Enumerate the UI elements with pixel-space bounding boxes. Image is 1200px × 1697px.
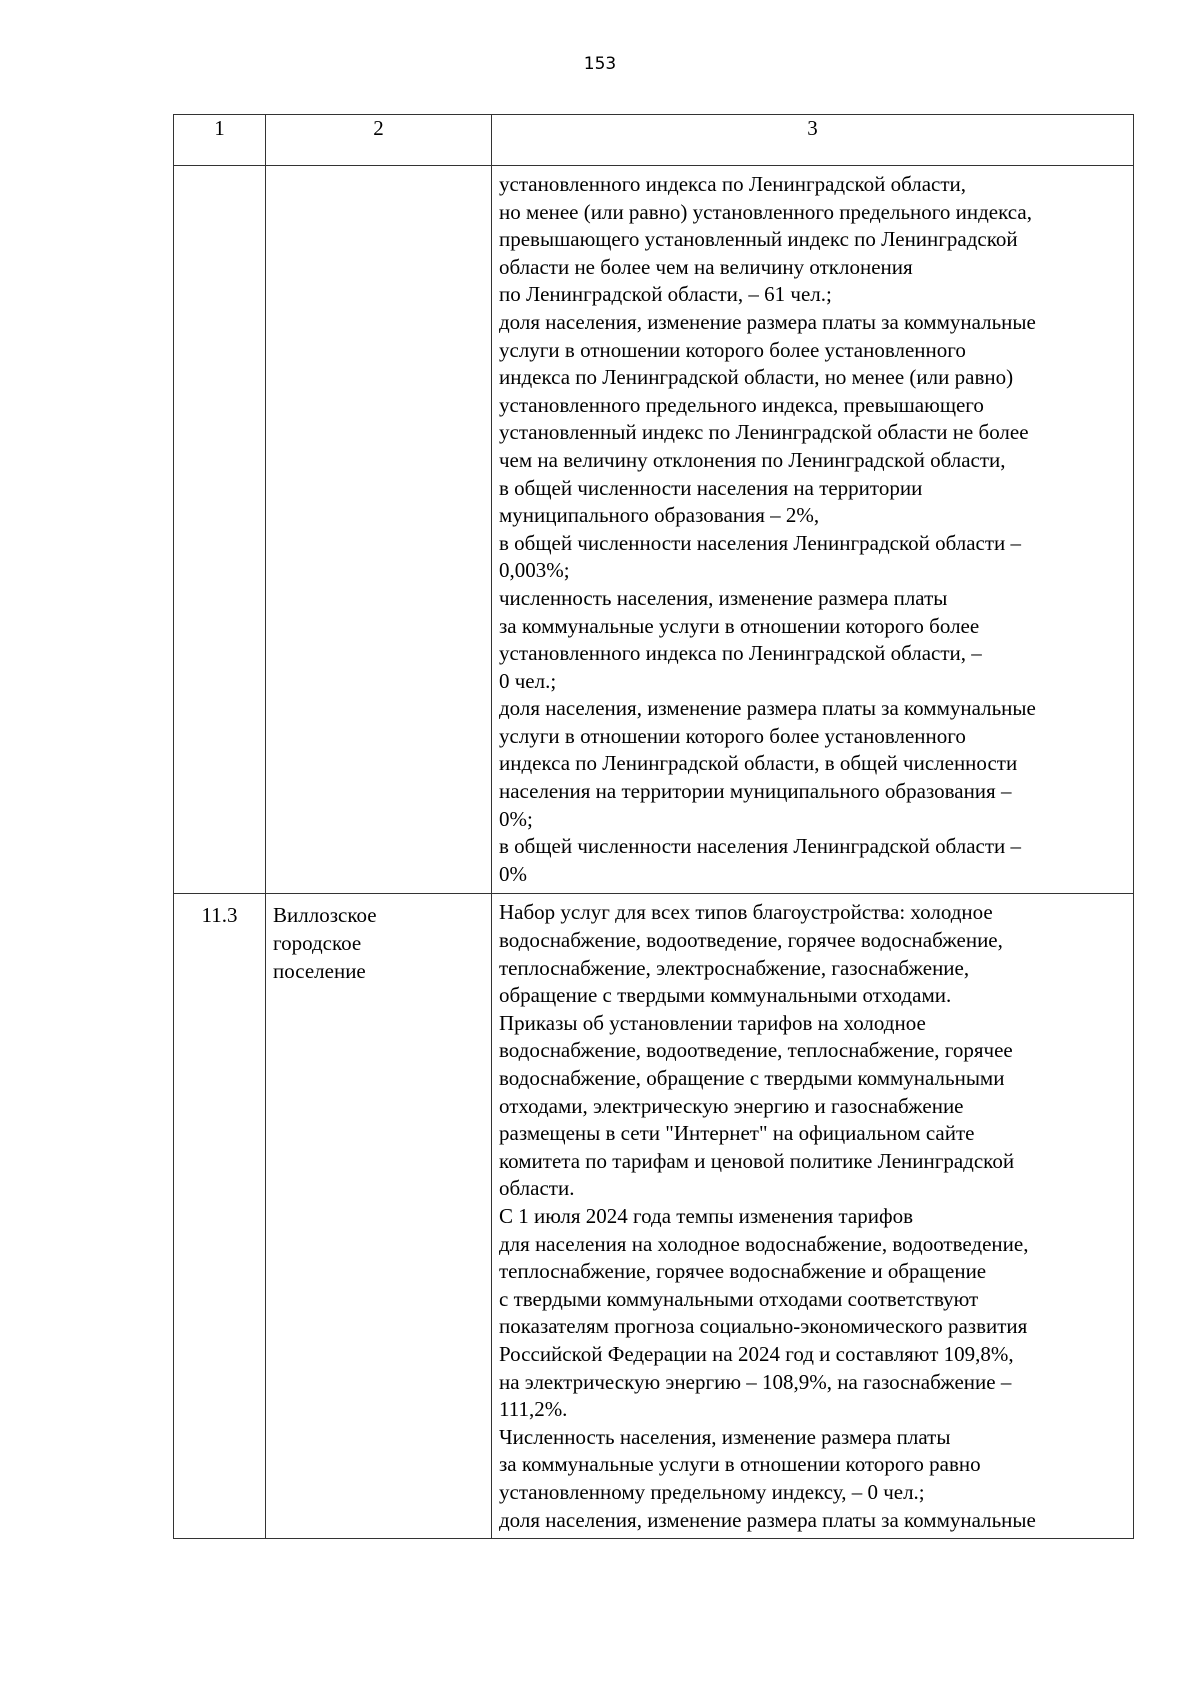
description-line: чем на величину отклонения по Ленинградской области, (499, 447, 1006, 472)
continuation-description-text (492, 166, 1133, 893)
description-line: комитета по тарифам и ценовой политике Ленинградской (499, 1148, 1015, 1173)
description-line: муниципального образования – 2%, (499, 503, 820, 528)
description-line: Российской Федерации на 2024 год и составляют 109,8%, (499, 1341, 1014, 1366)
table-row-continuation (174, 166, 1134, 894)
description-line: доля населения, изменение размера платы за коммунальные (499, 309, 1036, 334)
page-number: 153 (583, 54, 617, 74)
description-line: области не более чем на величину отклонения (499, 254, 913, 279)
description-line: превышающего установленный индекс по Ленинградской (499, 227, 1018, 252)
description-line: водоснабжение, водоотведение, горячее водоснабжение, (499, 928, 1003, 953)
municipality-name-line: Виллозское (273, 903, 377, 928)
description-line: Приказы об установлении тарифов на холодное (499, 1010, 926, 1035)
description-line: отходами, электрическую энергию и газоснабжение (499, 1093, 964, 1118)
row-number: 11.3 (201, 903, 238, 928)
description-line: установленного предельного индекса, превышающего (499, 392, 984, 417)
municipality-name (266, 894, 491, 989)
description-line: Набор услуг для всех типов благоустройства: холодное (499, 900, 993, 925)
description-line: установленного индекса по Ленинградской области, – (499, 641, 982, 666)
description-line: услуги в отношении которого более установленного (499, 723, 966, 748)
description-line: численность населения, изменение размера платы (499, 585, 948, 610)
description-line: доля населения, изменение размера платы за коммунальные (499, 696, 1036, 721)
description-line: теплоснабжение, горячее водоснабжение и обращение (499, 1259, 987, 1284)
municipality-name-cell (266, 894, 492, 1539)
description-line: за коммунальные услуги в отношении которого более (499, 613, 980, 638)
column-header-2: 2 (266, 115, 492, 166)
continuation-description-cell (492, 166, 1134, 894)
description-line: обращение с твердыми коммунальными отходами. (499, 983, 952, 1008)
description-line: размещены в сети "Интернет" на официальном сайте (499, 1121, 975, 1146)
description-line: области. (499, 1176, 575, 1201)
continuation-number-cell (174, 166, 266, 894)
column-header-3: 3 (492, 115, 1134, 166)
description-line: показателям прогноза социально-экономического развития (499, 1314, 1028, 1339)
services-description-cell (492, 894, 1134, 1539)
description-line: для населения на холодное водоснабжение, водоотведение, (499, 1231, 1029, 1256)
description-line: водоснабжение, водоотведение, теплоснабжение, горячее (499, 1038, 1013, 1063)
description-line: индекса по Ленинградской области, в общей численности (499, 751, 1018, 776)
description-line: населения на территории муниципального образования – (499, 779, 1012, 804)
row-number-cell (174, 894, 266, 1539)
table-row-11-3 (174, 894, 1134, 1539)
description-line: С 1 июля 2024 года темпы изменения тарифов (499, 1203, 913, 1228)
municipality-name-line: поселение (273, 958, 366, 983)
description-line: 0 чел.; (499, 668, 557, 693)
description-line: установленный индекс по Ленинградской области не более (499, 420, 1029, 445)
description-line: по Ленинградской области, – 61 чел.; (499, 282, 832, 307)
description-line: 0%; (499, 806, 533, 831)
description-line: установленному предельному индексу, – 0 чел.; (499, 1479, 925, 1504)
description-line: 111,2%. (499, 1397, 568, 1422)
continuation-name-cell (266, 166, 492, 894)
description-line: водоснабжение, обращение с твердыми коммунальными (499, 1066, 1005, 1090)
description-line: на электрическую энергию – 108,9%, на газоснабжение – (499, 1369, 1012, 1394)
description-line: в общей численности населения Ленинградской области – (499, 530, 1022, 555)
column-header-1: 1 (174, 115, 266, 166)
table-header-row (174, 115, 1134, 166)
description-line: за коммунальные услуги в отношении которого равно (499, 1452, 981, 1477)
description-line: 0% (499, 861, 527, 886)
description-line: индекса по Ленинградской области, но менее (или равно) (499, 365, 1014, 390)
description-line: услуги в отношении которого более установленного (499, 337, 966, 362)
description-line: доля населения, изменение размера платы за коммунальные (499, 1507, 1036, 1532)
services-description-text (492, 894, 1133, 1538)
description-line: в общей численности населения Ленинградской области – (499, 834, 1022, 859)
description-line: Численность населения, изменение размера платы (499, 1424, 951, 1449)
description-line: в общей численности населения на территории (499, 475, 923, 500)
description-line: 0,003%; (499, 558, 570, 583)
description-line: с твердыми коммунальными отходами соответствуют (499, 1286, 979, 1311)
description-line: установленного индекса по Ленинградской области, (499, 172, 967, 196)
description-line: но менее (или равно) установленного предельного индекса, (499, 199, 1032, 224)
description-line: теплоснабжение, электроснабжение, газоснабжение, (499, 955, 970, 980)
municipality-name-line: городское (273, 931, 362, 956)
tariff-table (173, 114, 1134, 1539)
